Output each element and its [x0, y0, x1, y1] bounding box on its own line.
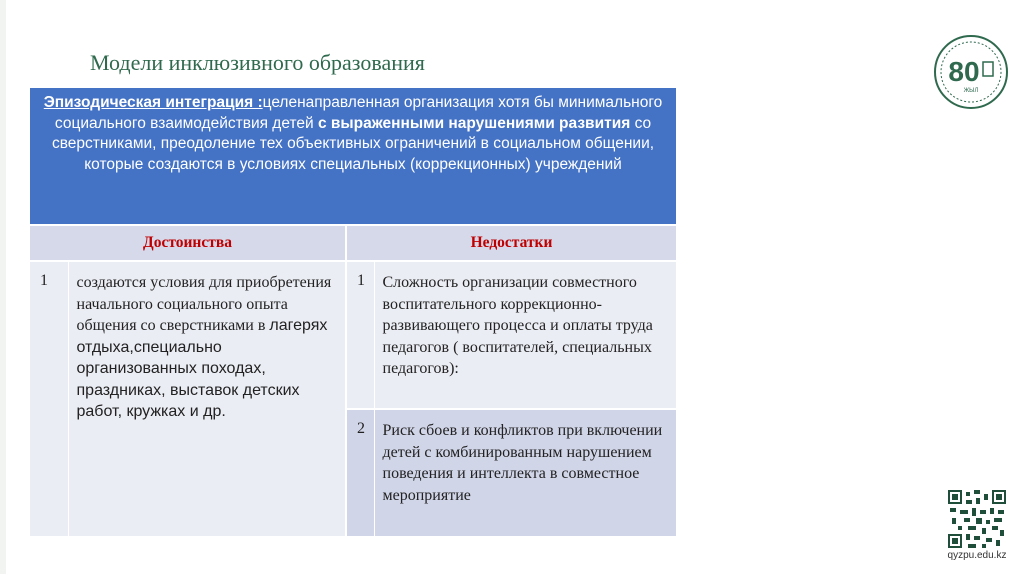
website-url: qyzpu.edu.kz — [947, 550, 1007, 561]
definition-text-1: целенаправленная организация хотя бы минимального социального взаимодействия детей — [54, 94, 663, 132]
logo-caption: ЖЫЛ — [963, 88, 979, 94]
definition-bold: с выраженными нарушениями развития — [317, 114, 631, 132]
disadvantage-text-1: Сложность организации совместного воспитательного коррекционно-развивающего процесса и оплаты труда педагогов ( воспитателей, специальных педагогов): — [374, 261, 676, 409]
qr-code-icon — [948, 490, 1006, 548]
advantage-number: 1 — [30, 261, 68, 536]
definition-term: Эпизодическая интеграция : — [43, 94, 263, 111]
inclusion-model-table — [30, 88, 676, 536]
advantage-text — [68, 261, 346, 536]
disadvantage-number-1: 1 — [346, 261, 374, 409]
column-header-advantages: Достоинства — [30, 225, 346, 261]
disadvantage-number-2: 2 — [346, 409, 374, 536]
logo-number: 80 — [948, 56, 980, 87]
table-header-definition — [30, 88, 676, 225]
advantage-text-sans: лагерях отдыха,специально организованных походах, праздниках, выставок детских работ, кружках и др. — [76, 317, 328, 420]
column-header-disadvantages: Недостатки — [346, 225, 676, 261]
definition-text-2: со сверстниками, преодоление тех объективных ограничений в социальном общении, которые создаются в условиях специальных (коррекционных) учреждений — [51, 114, 655, 173]
advantage-text-serif: создаются условия для приобретения начального социального опыта общения со сверстниками в — [76, 274, 332, 334]
disadvantage-text-2: Риск сбоев и конфликтов при включении детей с комбинированным нарушением поведения и интеллекта в совместное мероприятие — [374, 409, 676, 536]
slide-title: Модели инклюзивного образования — [90, 50, 425, 75]
left-edge-strip — [0, 0, 6, 574]
anniversary-emblem-icon — [933, 34, 1009, 110]
